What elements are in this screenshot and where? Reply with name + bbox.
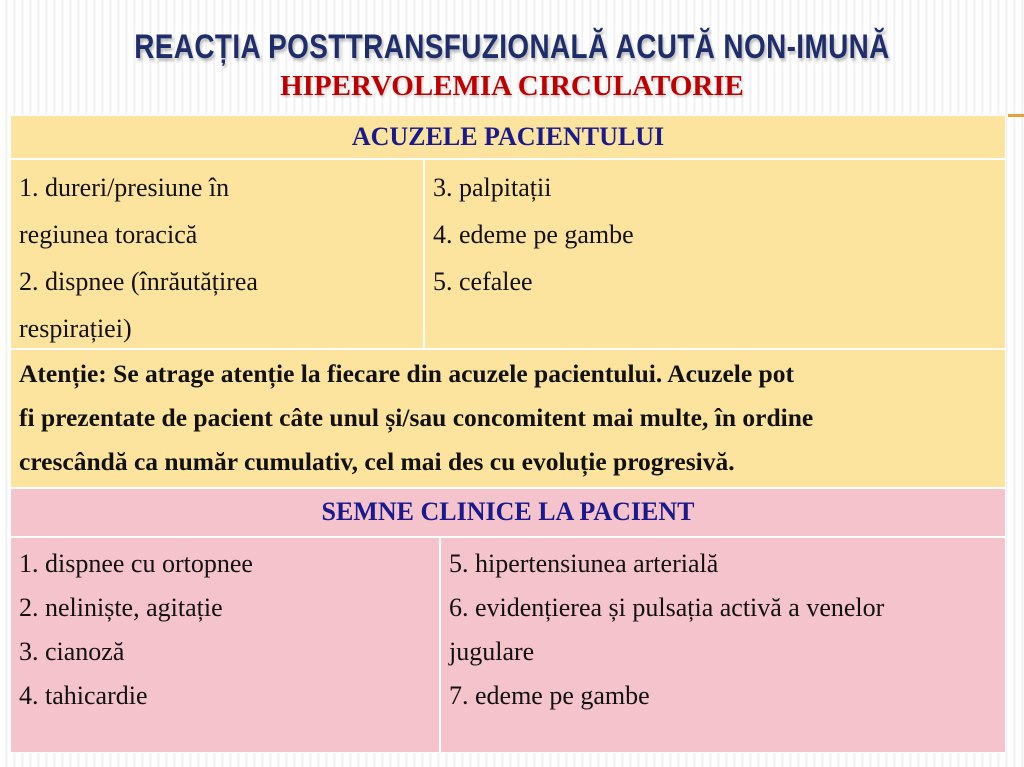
accent-bar <box>1008 114 1024 117</box>
slide-subtitle: HIPERVOLEMIA CIRCULATORIE <box>280 70 744 102</box>
list-item: regiunea toracică <box>19 220 198 249</box>
list-item: jugulare <box>449 637 535 666</box>
list-item: 2. dispnee (înrăutățirea <box>19 267 258 296</box>
signs-right <box>440 537 1006 753</box>
list-item: 1. dureri/presiune în <box>19 173 230 202</box>
list-item: 1. dispnee cu ortopnee <box>19 549 253 578</box>
complaints-heading: ACUZELE PACIENTULUI <box>10 115 1006 159</box>
slide-title: REACȚIA POSTTRANSFUZIONALĂ ACUTĂ NON-IMUNĂ <box>134 28 890 66</box>
note-line: fi prezentate de pacient câte unul și/sau concomitent mai multe, în ordine <box>19 403 814 432</box>
complaints-right <box>424 159 1006 349</box>
attention-note <box>10 349 1006 488</box>
signs-heading: SEMNE CLINICE LA PACIENT <box>10 488 1006 537</box>
list-item: 5. cefalee <box>433 267 533 296</box>
note-line: Atenție: Se atrage atenție la fiecare din acuzele pacientului. Acuzele pot <box>19 359 794 388</box>
list-item: respirației) <box>19 314 132 343</box>
list-item: 6. evidențierea și pulsația activă a venelor <box>449 593 885 622</box>
list-item: 4. tahicardie <box>19 681 148 710</box>
complaints-left <box>10 159 424 349</box>
list-item: 7. edeme pe gambe <box>449 681 650 710</box>
signs-left <box>10 537 440 753</box>
list-item: 5. hipertensiunea arterială <box>449 549 719 578</box>
list-item: 3. palpitații <box>433 173 552 202</box>
note-line: crescândă ca număr cumulativ, cel mai des cu evoluție progresivă. <box>19 447 735 476</box>
list-item: 3. cianoză <box>19 637 125 666</box>
list-item: 2. neliniște, agitație <box>19 593 223 622</box>
list-item: 4. edeme pe gambe <box>433 220 634 249</box>
